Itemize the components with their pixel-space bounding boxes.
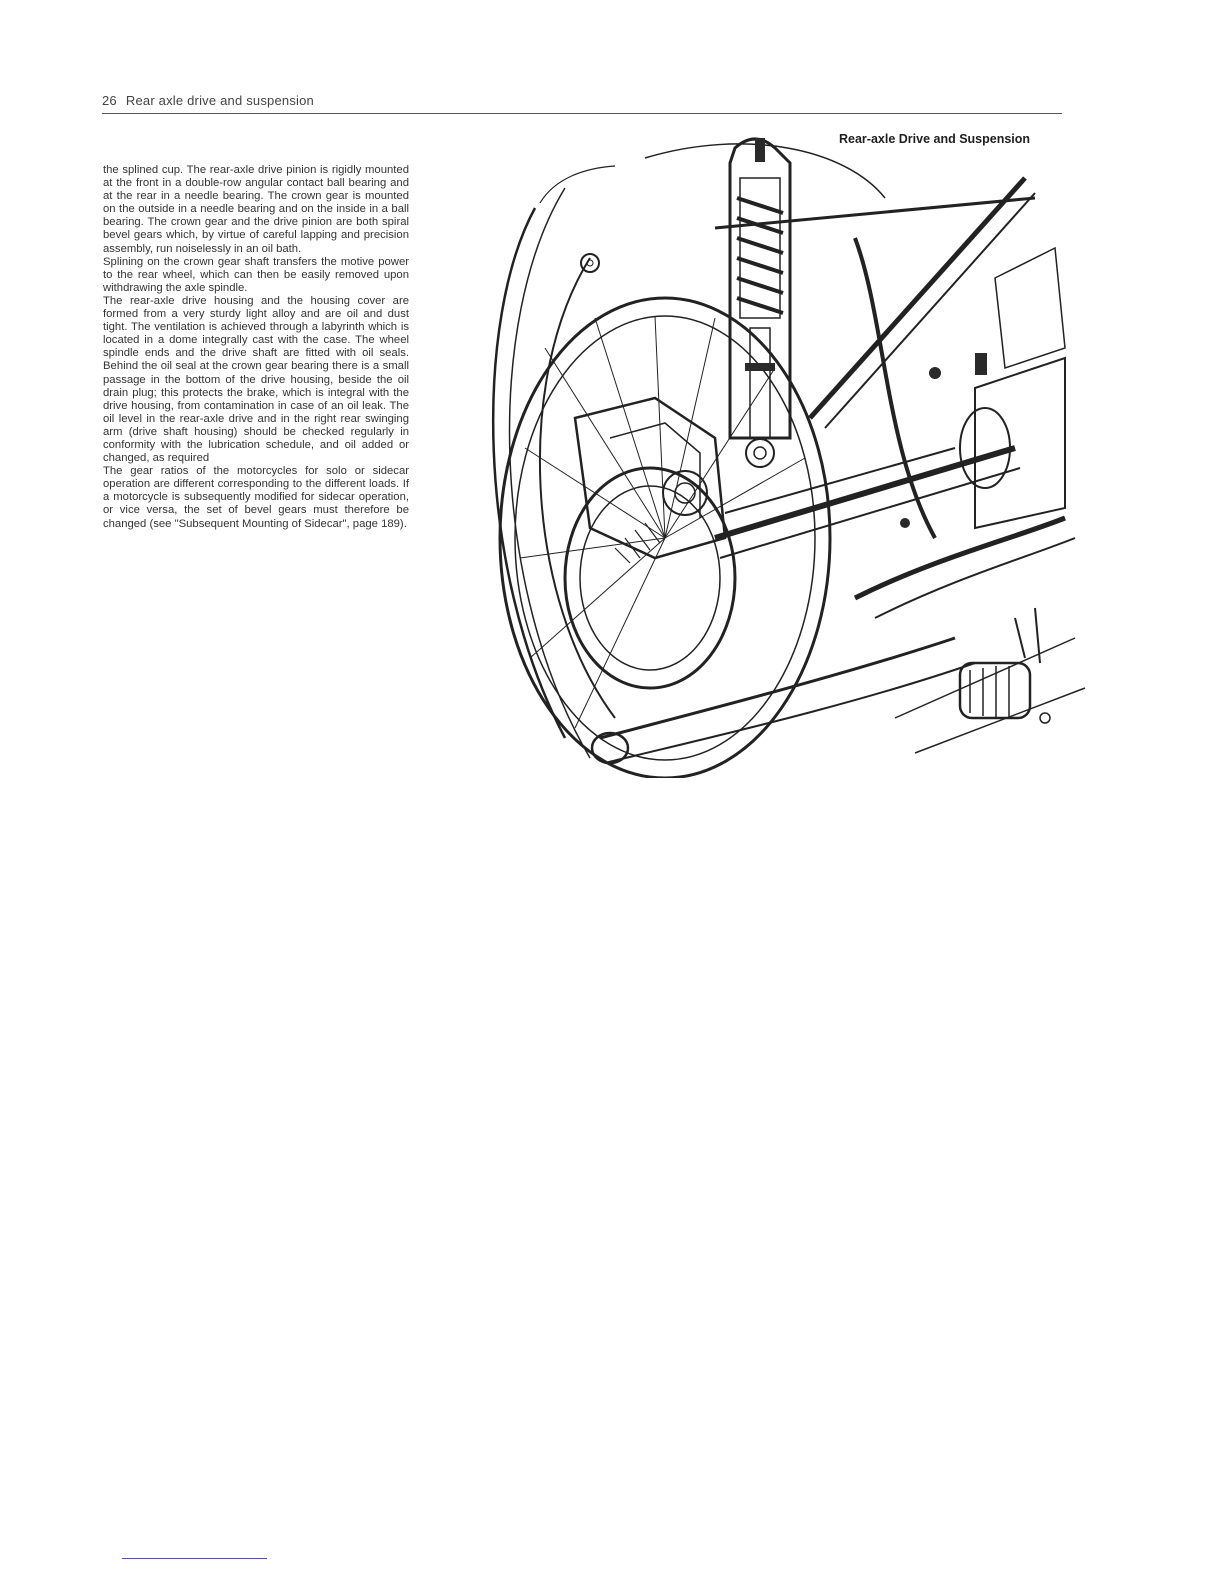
paragraph: The rear-axle drive housing and the housing cover are formed from a very sturdy light alloy and are oil and dust tight. The ventilation is achieved through a labyrinth which is located in a dome integrally cast with the case. The wheel spindle ends and the drive shaft are fitted with oil seals. Behind the oil seal at the crown gear bearing there is a small passage in the bottom of the drive housing, beside the oil drain plug; this protects the brake, which is integral with the drive housing, from contamination in case of an oil leak. The oil level in the rear-axle drive and in the right rear swinging arm (drive shaft housing) should be checked regularly in conformity with the lubrication schedule, and oil added or changed, as required xyxy=(103,294,409,465)
paragraph: the splined cup. The rear-axle drive pinion is rigidly mounted at the front in a double-row angular contact ball bearing and at the rear in a needle bearing. The crown gear is mounted on the outside in a needle bearing and on the inside in a ball bearing. The crown gear and the drive pinion are both spiral bevel gears which, by virtue of careful lapping and precision assembly, run noiselessly in an oil bath. xyxy=(103,164,409,255)
figure-title: Rear-axle Drive and Suspension xyxy=(839,132,1031,146)
body-text-column xyxy=(103,164,409,531)
header-rule xyxy=(102,113,1062,114)
running-title: Rear axle drive and suspension xyxy=(125,93,314,108)
paragraph: The gear ratios of the motorcycles for solo or sidecar operation are different corresponding to the different loads. If a motorcycle is subsequently modified for sidecar operation, or vice versa, the set of bevel gears must therefore be changed (see "Subsequent Mounting of Sidecar", page 189). xyxy=(103,465,409,530)
footnote-rule xyxy=(122,1558,267,1559)
paragraph: Splining on the crown gear shaft transfers the motive power to the rear wheel, which can then be easily removed upon withdrawing the axle spindle. xyxy=(103,255,409,294)
cutaway-illustration xyxy=(415,118,1130,778)
rear-axle-figure xyxy=(415,118,1130,778)
page-number: 26 xyxy=(102,93,117,108)
page-header xyxy=(102,93,1062,113)
